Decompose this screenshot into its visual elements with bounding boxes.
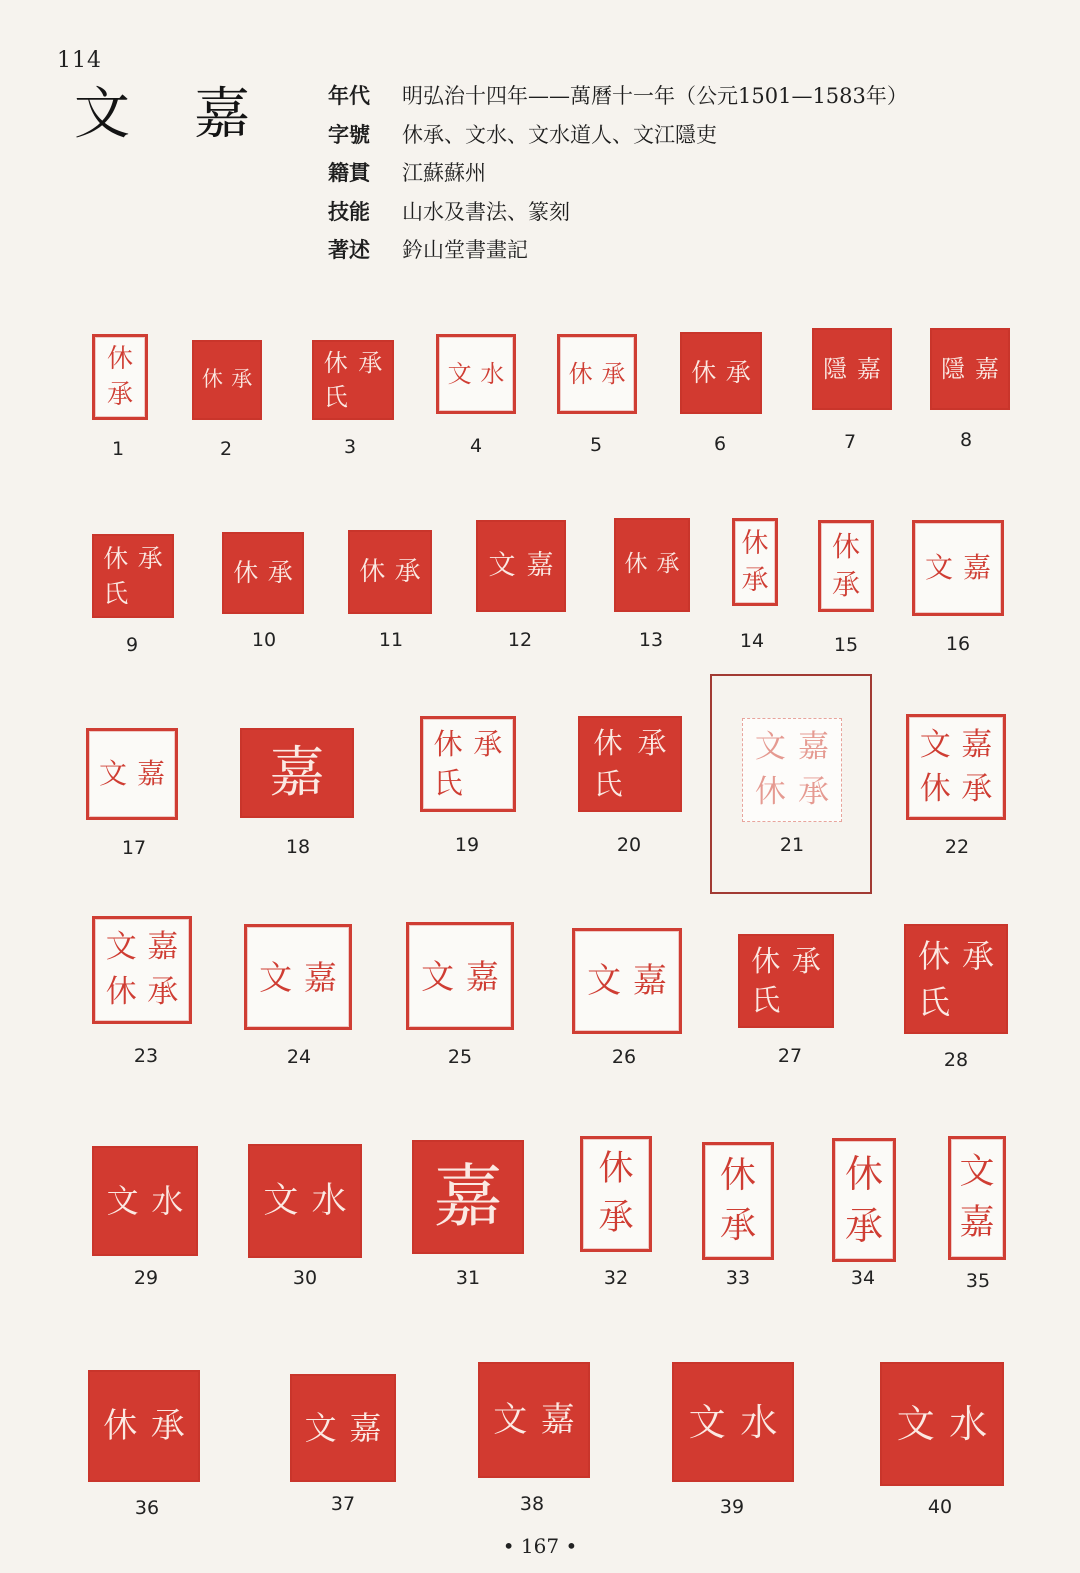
seal-9 xyxy=(92,534,174,618)
seal-glyphs: 嘉 xyxy=(433,1156,503,1237)
artist-name: 文嘉 xyxy=(74,82,314,147)
seal-glyphs: 文 嘉 休 承 xyxy=(919,726,993,807)
seal-number: 29 xyxy=(133,1267,159,1289)
seal-16 xyxy=(912,520,1004,616)
seal-number: 11 xyxy=(378,629,404,651)
seal-glyphs: 休 承 氏 xyxy=(433,726,503,801)
seal-number: 21 xyxy=(779,834,805,856)
seal-glyphs: 文 水 xyxy=(106,1182,184,1220)
seal-13 xyxy=(614,518,690,612)
seal-number: 35 xyxy=(965,1270,991,1292)
info-label: 年代 xyxy=(328,84,370,108)
seal-number: 17 xyxy=(121,837,147,859)
seal-glyphs: 文 水 xyxy=(447,360,505,388)
seal-number: 34 xyxy=(850,1267,876,1289)
seal-number: 39 xyxy=(719,1496,745,1518)
seal-34 xyxy=(832,1138,896,1262)
info-row-courtesy-names xyxy=(328,119,908,158)
seal-glyphs: 休 承 xyxy=(103,1406,185,1446)
info-row-hometown xyxy=(328,157,908,196)
seal-number: 14 xyxy=(739,630,765,652)
seal-24 xyxy=(244,924,352,1030)
info-value: 鈐山堂書畫記 xyxy=(402,238,528,262)
info-label: 技能 xyxy=(328,199,370,224)
seal-number: 1 xyxy=(111,438,125,460)
seal-number: 38 xyxy=(519,1493,545,1515)
seal-number: 5 xyxy=(589,434,603,456)
seal-glyphs: 文 嘉 xyxy=(304,1409,382,1447)
seal-1 xyxy=(92,334,148,420)
seal-23 xyxy=(92,916,192,1024)
seal-6 xyxy=(680,332,762,414)
info-value: 江蘇蘇州 xyxy=(402,161,486,185)
info-row-skills xyxy=(328,196,908,235)
seal-number: 23 xyxy=(133,1045,159,1067)
seal-11 xyxy=(348,530,432,614)
seal-glyphs: 休 承 xyxy=(741,528,769,596)
seal-number: 3 xyxy=(343,436,357,458)
seal-12 xyxy=(476,520,566,612)
seal-5 xyxy=(557,334,637,414)
seal-glyphs: 文 水 xyxy=(263,1180,347,1221)
seal-glyphs: 嘉 xyxy=(269,740,325,805)
seal-25 xyxy=(406,922,514,1030)
info-value: 山水及書法、篆刻 xyxy=(402,199,570,224)
seal-glyphs: 文 嘉 xyxy=(98,756,165,790)
seal-number: 22 xyxy=(944,836,970,858)
seal-glyphs: 文 嘉 xyxy=(959,1151,995,1244)
seal-number: 16 xyxy=(945,633,971,655)
seal-number: 20 xyxy=(616,834,642,856)
seal-4 xyxy=(436,334,516,414)
seal-glyphs: 休 承 xyxy=(359,556,421,587)
seal-number: 33 xyxy=(725,1267,751,1289)
entry-number: 114 xyxy=(57,48,102,73)
seal-glyphs: 休 承 xyxy=(233,558,293,588)
seal-glyphs: 休 承 xyxy=(568,360,626,388)
seal-36 xyxy=(88,1370,200,1482)
seal-33 xyxy=(702,1142,774,1260)
seal-20 xyxy=(578,716,682,812)
seal-37 xyxy=(290,1374,396,1482)
seal-26 xyxy=(572,928,682,1034)
seal-number: 18 xyxy=(285,836,311,858)
seal-glyphs: 休 承 氏 xyxy=(917,936,994,1022)
seal-number: 32 xyxy=(603,1267,629,1289)
seal-glyphs: 休 承 氏 xyxy=(103,543,163,609)
seal-14 xyxy=(732,518,778,606)
seal-number: 2 xyxy=(219,438,233,460)
seal-number: 24 xyxy=(286,1046,312,1068)
seal-glyphs: 休 承 xyxy=(106,344,133,410)
seal-glyphs: 文 嘉 休 承 xyxy=(105,929,179,1010)
seal-number: 9 xyxy=(125,634,139,656)
info-row-writings xyxy=(328,234,908,273)
seal-17 xyxy=(86,728,178,820)
seal-glyphs: 文 嘉 xyxy=(924,550,991,584)
info-row-era xyxy=(328,80,908,119)
artist-info xyxy=(328,80,908,273)
seal-glyphs: 文 嘉 xyxy=(493,1400,575,1440)
seal-number: 26 xyxy=(611,1046,637,1068)
seal-38 xyxy=(478,1362,590,1478)
seal-number: 37 xyxy=(330,1493,356,1515)
page-number: • 167 • xyxy=(502,1534,578,1558)
seal-3 xyxy=(312,340,394,420)
seal-glyphs: 文 嘉 xyxy=(421,956,499,996)
seal-glyphs: 文 嘉 xyxy=(488,550,554,582)
seal-glyphs: 文 水 xyxy=(896,1402,988,1446)
seal-2 xyxy=(192,340,262,420)
seal-number: 28 xyxy=(943,1049,969,1071)
seal-glyphs: 休 承 xyxy=(598,1149,634,1238)
seal-number: 25 xyxy=(447,1046,473,1068)
seal-15 xyxy=(818,520,874,612)
info-label: 籍貫 xyxy=(328,161,370,185)
seal-glyphs: 休 承 xyxy=(831,530,860,601)
seal-39 xyxy=(672,1362,794,1482)
seal-number: 8 xyxy=(959,429,973,451)
seal-number: 10 xyxy=(251,629,277,651)
seal-glyphs: 休 承 氏 xyxy=(593,726,667,801)
seal-29 xyxy=(92,1146,198,1256)
seal-18 xyxy=(240,728,354,818)
seal-number: 13 xyxy=(638,629,664,651)
seal-7 xyxy=(812,328,892,410)
info-value: 休承、文水、文水道人、文江隱吏 xyxy=(402,122,717,147)
seal-glyphs: 休 承 xyxy=(719,1155,756,1246)
seal-glyphs: 休 承 氏 xyxy=(323,349,383,411)
seal-glyphs: 隱 嘉 xyxy=(941,354,999,383)
seal-glyphs: 休 承 氏 xyxy=(751,943,821,1018)
seal-number: 7 xyxy=(843,431,857,453)
seal-number: 31 xyxy=(455,1267,481,1289)
seal-number: 15 xyxy=(833,634,859,656)
seal-number: 19 xyxy=(454,834,480,856)
info-value: 明弘治十四年——萬曆十一年（公元1501—1583年） xyxy=(402,84,908,108)
seal-glyphs: 休 承 xyxy=(201,367,253,392)
seal-35 xyxy=(948,1136,1006,1260)
seal-glyphs: 文 水 xyxy=(688,1400,778,1444)
seal-glyphs: 文 嘉 休 承 xyxy=(754,729,830,810)
seal-19 xyxy=(420,716,516,812)
seal-glyphs: 休 承 xyxy=(624,551,680,578)
seal-30 xyxy=(248,1144,362,1258)
seal-glyphs: 休 承 xyxy=(691,358,751,388)
seal-27 xyxy=(738,934,834,1028)
seal-21-highlight xyxy=(710,674,872,894)
seal-number: 4 xyxy=(469,435,483,457)
seal-40 xyxy=(880,1362,1004,1486)
seal-glyphs: 文 嘉 xyxy=(259,957,337,997)
seal-28 xyxy=(904,924,1008,1034)
seal-8 xyxy=(930,328,1010,410)
seal-22 xyxy=(906,714,1006,820)
seal-number: 6 xyxy=(713,433,727,455)
info-label: 字號 xyxy=(328,122,370,147)
seal-glyphs: 隱 嘉 xyxy=(823,354,881,383)
seal-number: 40 xyxy=(927,1496,953,1518)
seal-glyphs: 文 嘉 xyxy=(587,961,667,1001)
seal-number: 27 xyxy=(777,1045,803,1067)
seal-number: 30 xyxy=(292,1267,318,1289)
seal-number: 36 xyxy=(134,1497,160,1519)
seal-number: 12 xyxy=(507,629,533,651)
seal-31 xyxy=(412,1140,524,1254)
seal-10 xyxy=(222,532,304,614)
seal-glyphs: 休 承 xyxy=(844,1152,883,1248)
info-label: 著述 xyxy=(328,238,370,262)
seal-32 xyxy=(580,1136,652,1252)
